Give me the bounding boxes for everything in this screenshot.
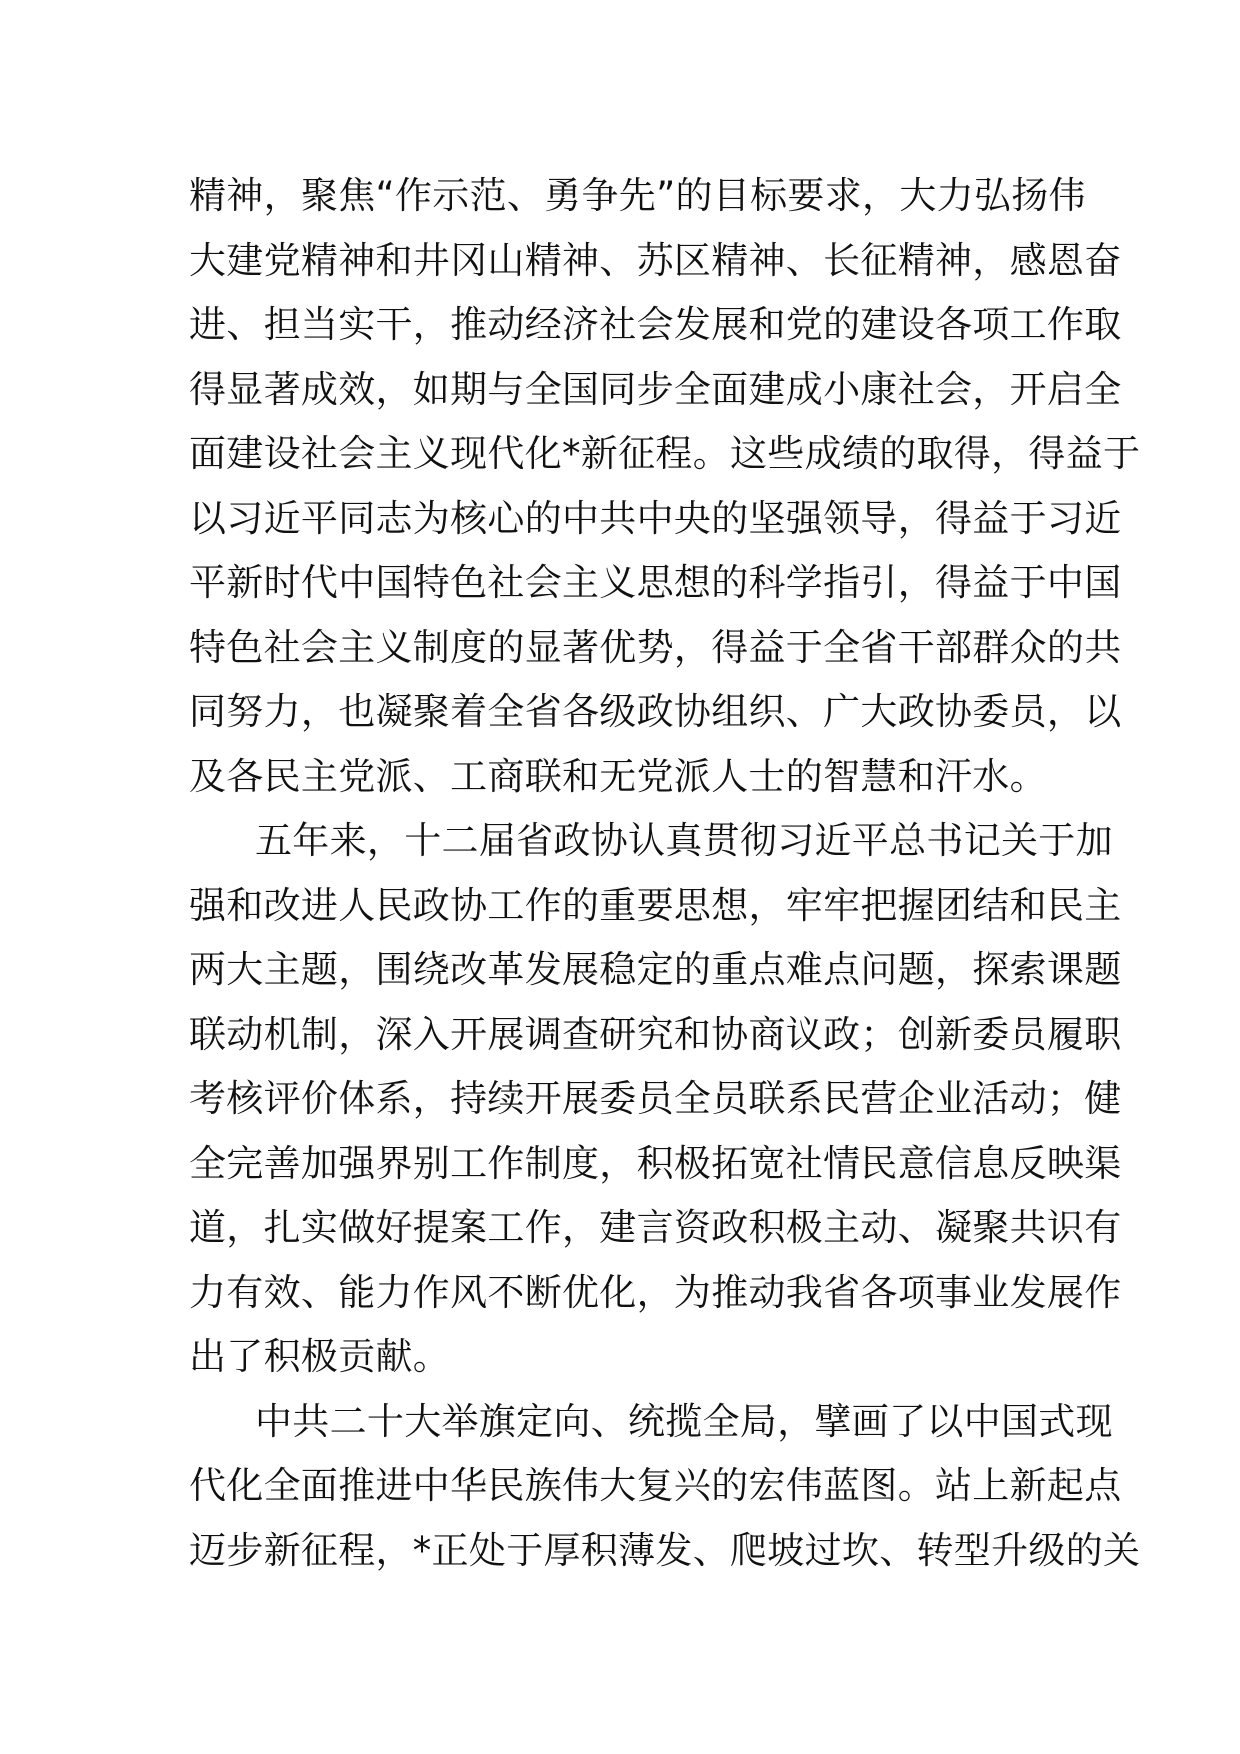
paragraph-first-line: 五年来，十二届省政协认真贯彻习近平总书记关于加 — [255, 819, 1113, 862]
text-line: 全完善加强界别工作制度，积极拓宽社情民意信息反映渠 — [189, 1141, 1122, 1185]
text-line: 大建党精神和井冈山精神、苏区精神、长征精神，感恩奋 — [189, 238, 1122, 282]
text-line: 及各民主党派、工商联和无党派人士的智慧和汗水。 — [189, 754, 1047, 798]
text-line: 同努力，也凝聚着全省各级政协组织、广大政协委员，以 — [189, 690, 1122, 733]
document-body — [189, 164, 1141, 1583]
text-line: 得显著成效，如期与全国同步全面建成小康社会，开启全 — [189, 367, 1122, 411]
paragraph-first-line: 中共二十大举旗定向、统揽全局，擘画了以中国式现 — [255, 1399, 1113, 1443]
text-line: 进、担当实干，推动经济社会发展和党的建设各项工作取 — [189, 303, 1122, 346]
text-line: 道，扎实做好提案工作，建言资政积极主动、凝聚共识有 — [189, 1206, 1122, 1249]
text-line: 两大主题，围绕改革发展稳定的重点难点问题，探索课题 — [189, 948, 1122, 991]
text-line: 迈步新征程，*正处于厚积薄发、爬坡过坎、转型升级的关 — [189, 1528, 1141, 1572]
text-line: 以习近平同志为核心的中共中央的坚强领导，得益于习近 — [189, 496, 1122, 540]
text-line: 考核评价体系，持续开展委员全员联系民营企业活动；健 — [189, 1077, 1122, 1120]
text-line: 面建设社会主义现代化*新征程。这些成绩的取得，得益于 — [189, 432, 1141, 475]
text-line: 特色社会主义制度的显著优势，得益于全省干部群众的共 — [189, 625, 1122, 669]
text-line: 平新时代中国特色社会主义思想的科学指引，得益于中国 — [189, 561, 1122, 604]
text-line: 出了积极贡献。 — [189, 1335, 451, 1378]
text-line: 精神，聚焦“作示范、勇争先”的目标要求，大力弘扬伟 — [189, 174, 1086, 217]
text-line: 力有效、能力作风不断优化，为推动我省各项事业发展作 — [189, 1270, 1122, 1314]
text-line: 联动机制，深入开展调查研究和协商议政；创新委员履职 — [189, 1012, 1122, 1056]
text-line: 强和改进人民政协工作的重要思想，牢牢把握团结和民主 — [189, 883, 1122, 927]
text-line: 代化全面推进中华民族伟大复兴的宏伟蓝图。站上新起点 — [189, 1464, 1122, 1507]
